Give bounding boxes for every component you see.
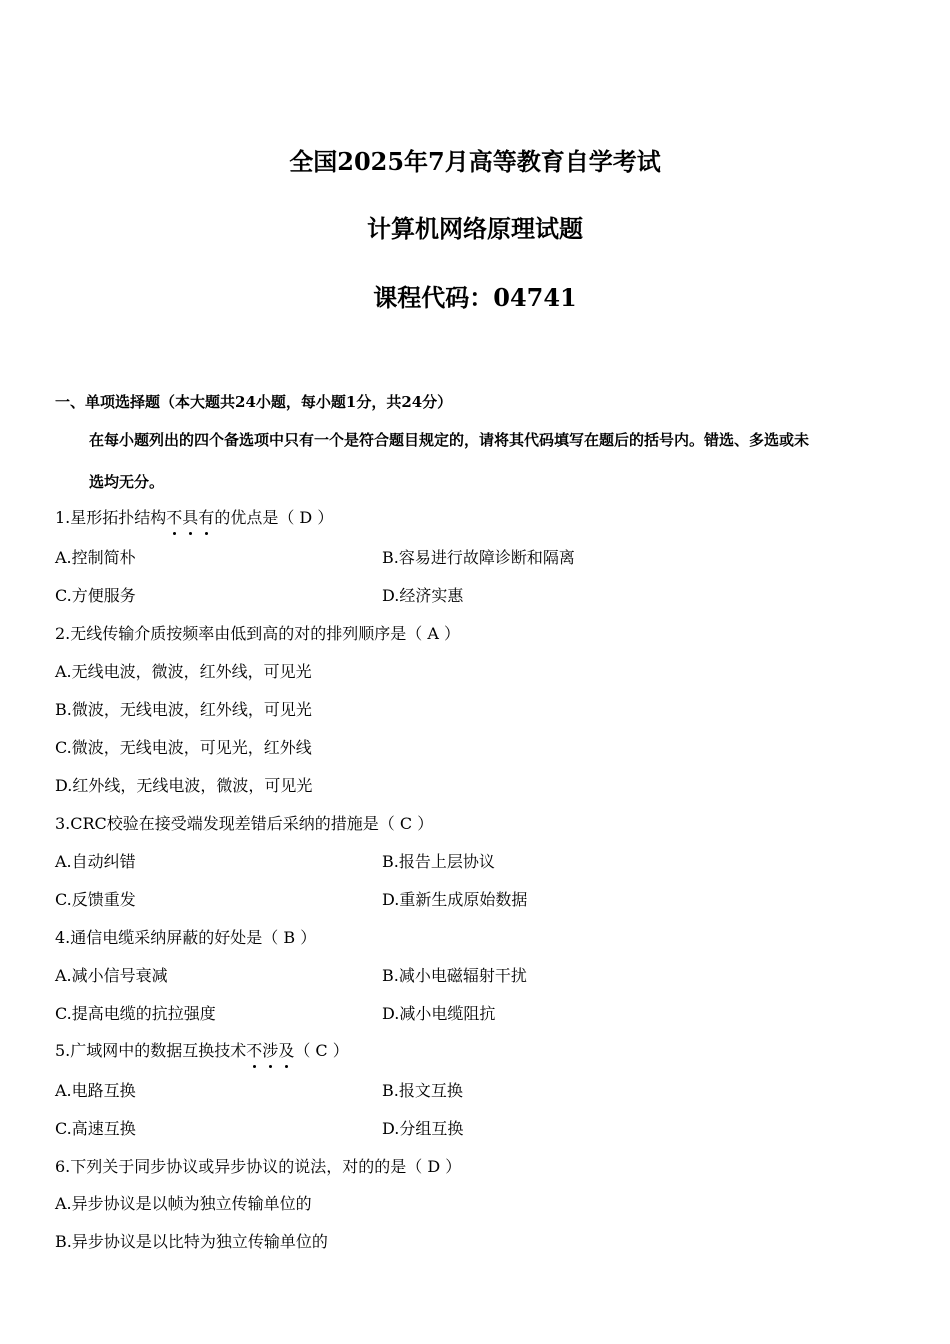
emphasis-char: 不 [246,1041,263,1060]
question-4-option-d: D.减小电缆阻抗 [382,1004,496,1023]
section-heading: 一、单项选择题（本大题共24小题，每小题1分，共24分） [55,393,453,411]
emphasis-char: 涉 [262,1041,279,1060]
question-6-option-b: B.异步协议是以比特为独立传输单位的 [55,1232,328,1251]
question-6-option-a: A.异步协议是以帧为独立传输单位的 [55,1194,312,1213]
question-5-stem-pre: 5.广域网中的数据互换技术 [55,1041,247,1060]
exam-subject: 计算机网络原理试题 [367,214,583,243]
question-1-option-d: D.经济实惠 [382,586,464,605]
question-3-stem: 3.CRC校验在接受端发现差错后采纳的措施是（ C ） [55,814,434,833]
question-3-option-c: C.反馈重发 [55,890,136,909]
exam-title: 全国2025年7月高等教育自学考试 [289,147,661,176]
question-2-option-a: A.无线电波，微波，红外线，可见光 [55,662,312,681]
question-4-option-c: C.提高电缆的抗拉强度 [55,1004,216,1023]
emphasis-char: 不 [166,508,183,527]
emphasis-char: 具 [182,508,199,527]
course-code: 课程代码：04741 [373,283,577,312]
question-5-option-b: B.报文互换 [382,1081,463,1100]
question-2-option-b: B.微波，无线电波，红外线，可见光 [55,700,312,719]
question-5-option-a: A.电路互换 [55,1081,136,1100]
question-3-option-d: D.重新生成原始数据 [382,890,528,909]
question-1-option-c: C.方便服务 [55,586,136,605]
question-1-stem-pre: 1.星形拓扑结构 [55,508,167,527]
question-5-stem [55,1040,349,1062]
question-1-option-b: B.容易进行故障诊断和隔离 [382,548,575,567]
emphasis-char: 有 [198,508,215,527]
question-5-option-d: D.分组互换 [382,1119,464,1138]
question-4-stem: 4.通信电缆采纳屏蔽的好处是（ B ） [55,928,317,947]
question-1-stem-post: 的优点是（ D ） [214,508,334,527]
question-2-option-d: D.红外线，无线电波，微波，可见光 [55,776,313,795]
question-6-stem: 6.下列关于同步协议或异步协议的说法，对的的是（ D ） [55,1157,462,1176]
question-5-option-c: C.高速互换 [55,1119,136,1138]
question-2-stem: 2.无线传输介质按频率由低到高的对的排列顺序是（ A ） [55,624,460,643]
question-5-stem-post: （ C ） [294,1041,349,1060]
question-1-stem [55,507,333,529]
section-instruction-line1: 在每小题列出的四个备选项中只有一个是符合题目规定的，请将其代码填写在题后的括号内。错选、多选或未 [89,431,810,449]
question-1-option-a: A.控制简朴 [55,548,136,567]
emphasis-char: 及 [278,1041,295,1060]
question-4-option-a: A.减小信号衰减 [55,966,168,985]
section-instruction-line2: 选均无分。 [89,473,165,491]
question-3-option-b: B.报告上层协议 [382,852,495,871]
question-3-option-a: A.自动纠错 [55,852,136,871]
question-4-option-b: B.减小电磁辐射干扰 [382,966,527,985]
question-2-option-c: C.微波，无线电波，可见光，红外线 [55,738,312,757]
